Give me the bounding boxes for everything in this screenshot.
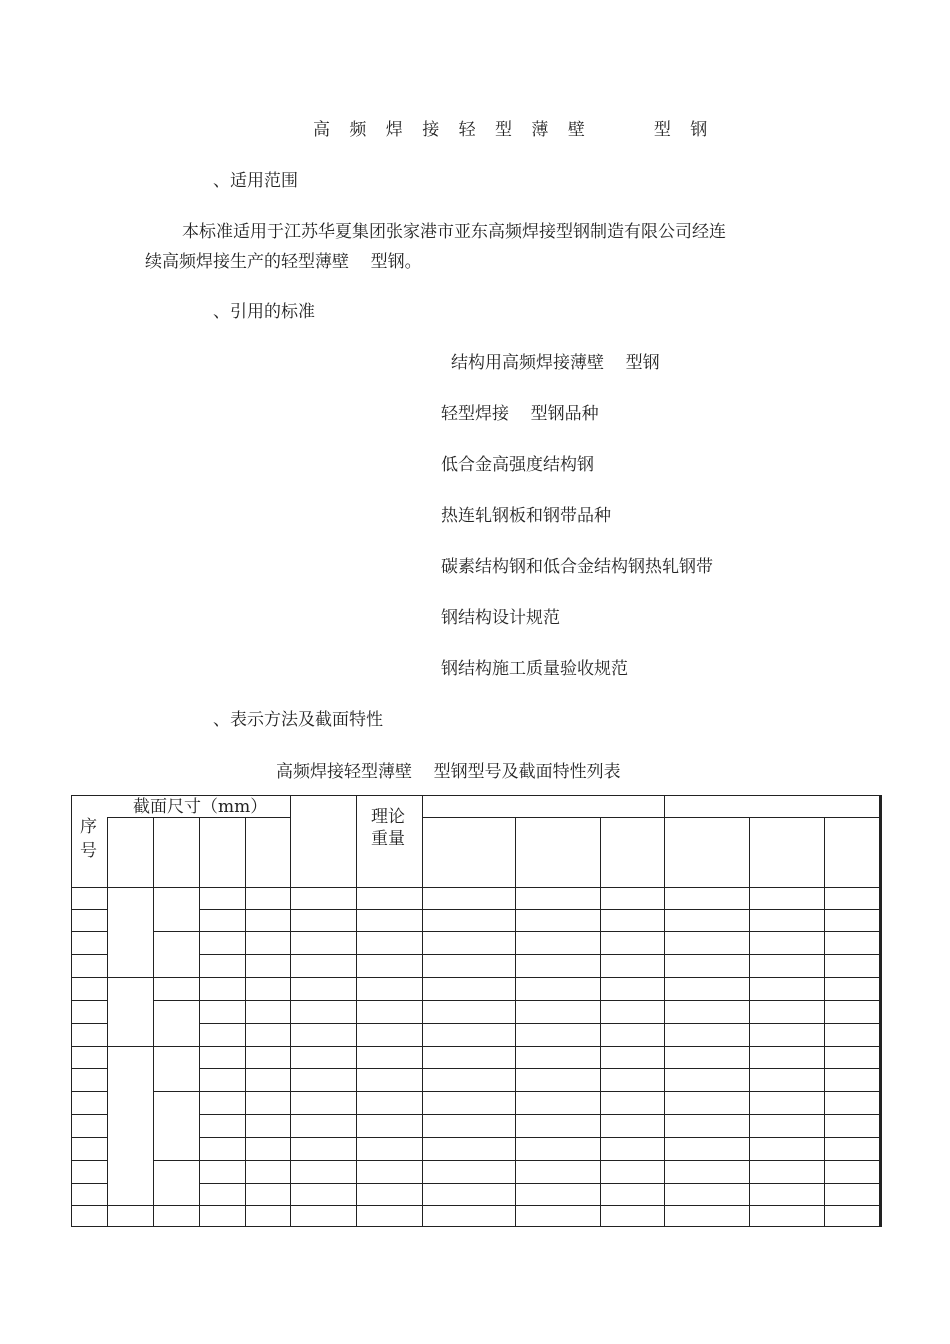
table-rule [356,795,357,1226]
section-heading-notation: 、表示方法及截面特性 [213,710,383,730]
table-rule [153,1000,199,1001]
standard-item: 低合金高强度结构钢 [441,455,594,475]
table-rule [107,1046,153,1047]
table-rule [71,1160,107,1161]
page-title: 高 频 焊 接 轻 型 薄 壁 型 钢 [313,120,715,140]
table-rule [153,1160,199,1161]
standard-item: 轻型焊接 型钢品种 [441,404,599,424]
standard-item: 结构用高频焊接薄壁 型钢 [451,353,660,373]
table-rule [199,1046,879,1047]
table-rule [153,977,199,978]
table-rule [71,909,107,910]
table-rule [107,817,108,1226]
table-rule [199,931,879,932]
header-weight-line-1: 理论 [371,807,405,827]
table-rule [153,1091,199,1092]
table-rule [71,795,72,1226]
table-rule [71,1046,107,1047]
table-rule [71,887,879,888]
table-rule [199,1137,879,1138]
table-rule [515,817,516,1226]
header-serial-line-2: 号 [80,841,97,861]
table-rule [879,795,882,1227]
table-rule [71,954,107,955]
table-rule [290,795,291,1226]
header-serial-line-1: 序 [80,817,97,837]
scope-paragraph-line-1: 本标准适用于江苏华夏集团张家港市亚东高频焊接型钢制造有限公司经连 [182,222,726,242]
scope-paragraph-line-2: 续高频焊接生产的轻型薄壁 型钢。 [145,252,422,272]
table-rule [71,1226,881,1227]
table-rule [107,977,153,978]
table-rule [199,1023,879,1024]
table-caption: 高频焊接轻型薄壁 型钢型号及截面特性列表 [276,762,621,782]
table-rule [199,1183,879,1184]
table-rule [422,795,423,1226]
table-rule [664,795,665,1226]
table-rule [153,931,199,932]
table-rule [199,1000,879,1001]
table-rule [107,1205,153,1206]
table-rule [422,817,879,818]
table-rule [199,1160,879,1161]
table-rule [71,1183,107,1184]
table-rule [199,1114,879,1115]
table-rule [71,1068,107,1069]
table-rule [71,1114,107,1115]
table-rule [71,977,107,978]
table-rule [153,817,154,1226]
table-rule [199,977,879,978]
table-rule [71,1000,107,1001]
table-rule [71,1137,107,1138]
table-rule [199,817,200,1226]
table-rule [153,1046,199,1047]
table-rule [199,1205,879,1206]
standard-item: 热连轧钢板和钢带品种 [441,506,611,526]
table-rule [199,954,879,955]
header-section-dimensions: 截面尺寸（mm） [133,797,268,817]
standard-item: 钢结构设计规范 [441,608,560,628]
table-rule [71,931,107,932]
table-rule [71,1091,107,1092]
table-rule [199,1091,879,1092]
table-rule [245,817,246,1226]
standard-item: 碳素结构钢和低合金结构钢热轧钢带 [441,557,713,577]
table-rule [153,1205,199,1206]
table-rule [749,817,750,1226]
header-weight-line-2: 重量 [371,829,405,849]
section-heading-scope: 、适用范围 [213,171,298,191]
table-rule [199,1068,879,1069]
table-rule [71,1023,107,1024]
section-heading-referenced-standards: 、引用的标准 [213,302,315,322]
table-rule [824,817,825,1226]
table-rule [600,817,601,1226]
table-rule [199,909,879,910]
table-rule [71,1205,107,1206]
standard-item: 钢结构施工质量验收规范 [441,659,628,679]
